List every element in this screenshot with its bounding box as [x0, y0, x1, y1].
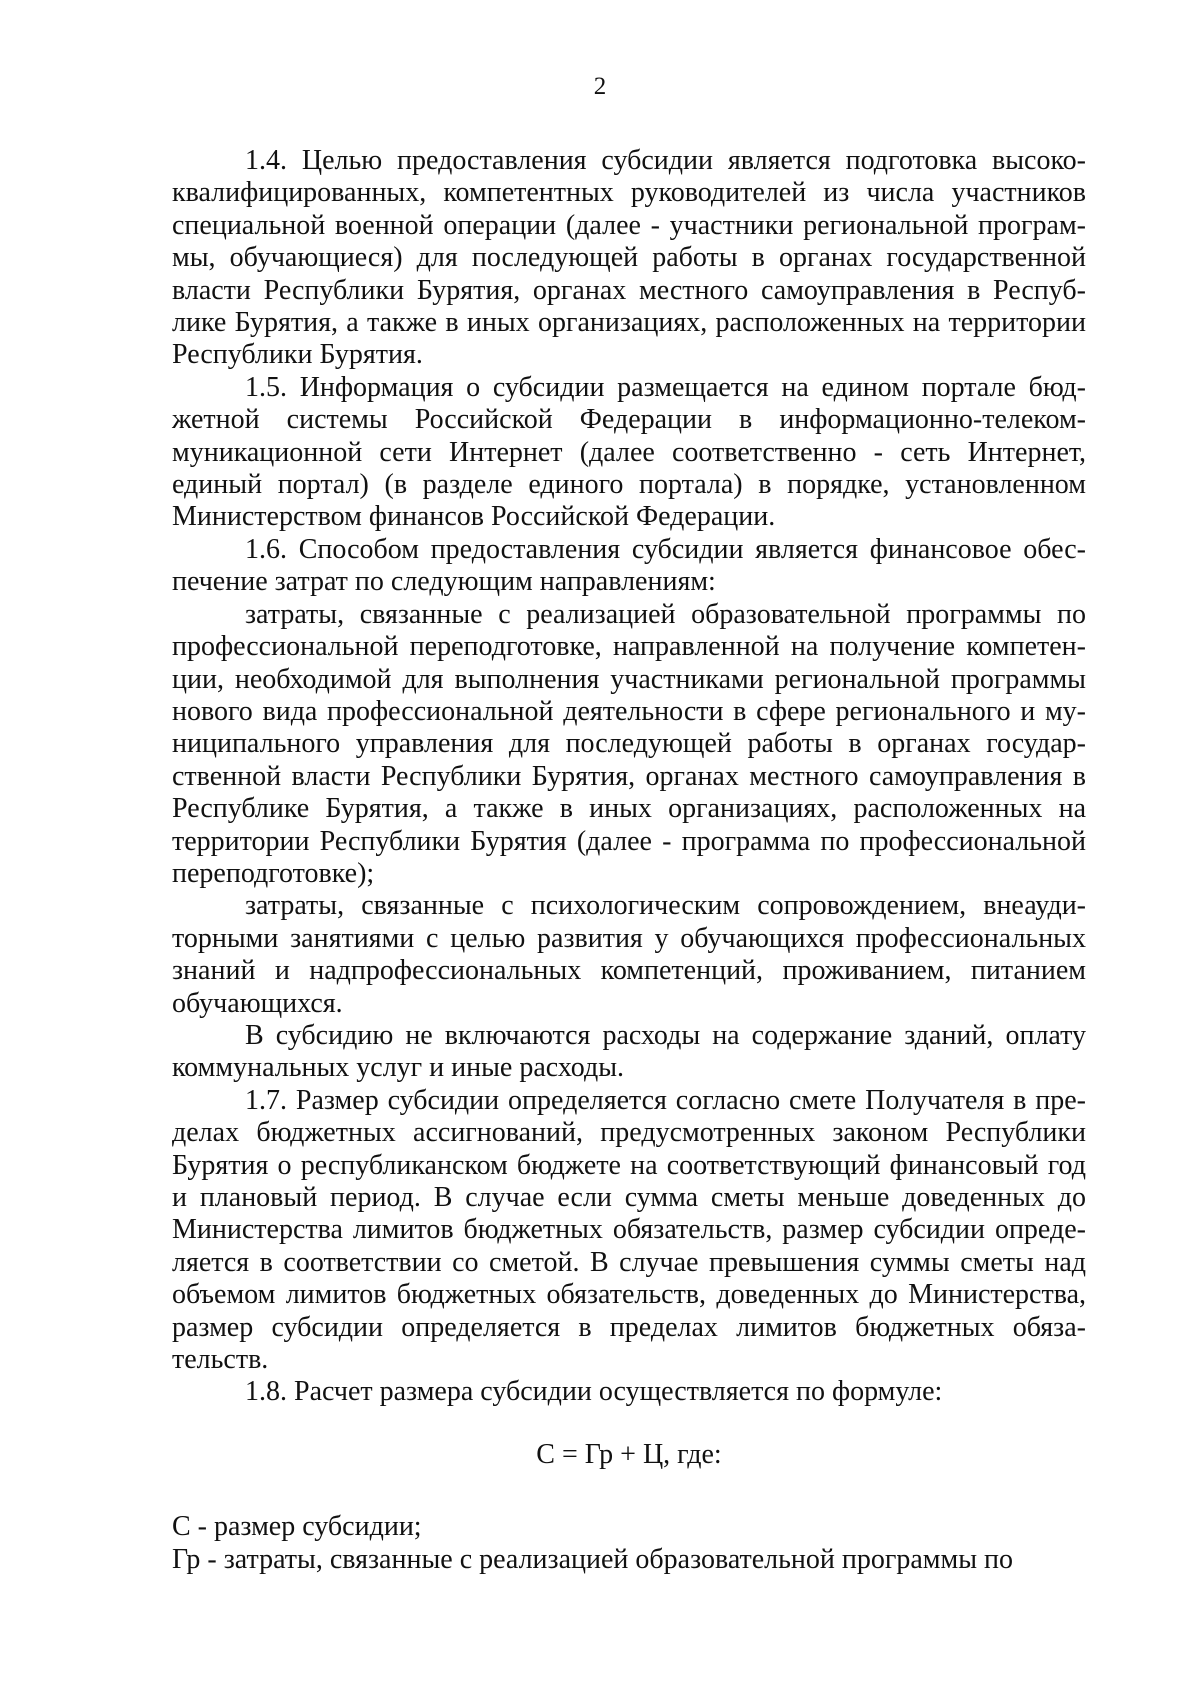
paragraph-costs-support: затраты, связанные с психологическим сопровождением, внеаудиторными занятиями с целью развития у обучающихся профессиональных знаний и надпрофессиональных компетенций, проживанием, питанием обучающихся. — [172, 890, 1086, 1019]
definition-c: С - размер субсидии; — [172, 1511, 422, 1543]
formula: С = Гр + Ц, где: — [536, 1438, 722, 1470]
paragraph-costs-program: затраты, связанные с реализацией образовательной программы по профессиональной переподготовке, направленной на получение компетенции, необходимой для выполнения участниками региональной программы нового вида профессиональной деятельности в сфере регионального и муниципального управления для последующей работы в органах государственной власти Республики Бурятия, органах местного самоуправления в Республике Бурятия, а также в иных организациях, расположенных на территории Республики Бурятия (далее - программа по профессиональной переподготовке); — [172, 598, 1086, 889]
page-number: 2 — [593, 73, 607, 100]
paragraph-1-6: 1.6. Способом предоставления субсидии является финансовое обеспечение затрат по следующим направлениям: — [172, 533, 1086, 598]
document-body — [172, 145, 1086, 1576]
paragraph-1-7: 1.7. Размер субсидии определяется согласно смете Получателя в пределах бюджетных ассигнований, предусмотренных законом Республики Бурятия о республиканском бюджете на соответствующий финансовый год и плановый период. В случае если сумма сметы меньше доведенных до Министерства лимитов бюджетных обязательств, размер субсидии определяется в соответствии со сметой. В случае превышения суммы сметы над объемом лимитов бюджетных обязательств, доведенных до Министерства, размер субсидии определяется в пределах лимитов бюджетных обязательств. — [172, 1084, 1086, 1376]
paragraph-exclusions: В субсидию не включаются расходы на содержание зданий, оплату коммунальных услуг и иные расходы. — [172, 1019, 1086, 1084]
paragraph-1-4: 1.4. Целью предоставления субсидии является подготовка высококвалифицированных, компетентных руководителей из числа участников специальной военной операции (далее - участники региональной программы, обучающиеся) для последующей работы в органах государственной власти Республики Бурятия, органах местного самоуправления в Республике Бурятия, а также в иных организациях, расположенных на территории Республики Бурятия. — [172, 145, 1086, 371]
paragraph-1-5: 1.5. Информация о субсидии размещается на едином портале бюджетной системы Российской Федерации в информационно-телекоммуникационной сети Интернет (далее соответственно - сеть Интернет, единый портал) (в разделе единого портала) в порядке, установленном Министерством финансов Российской Федерации. — [172, 371, 1086, 533]
paragraph-1-8: 1.8. Расчет размера субсидии осуществляется по формуле: — [245, 1376, 943, 1408]
definition-gr: Гр - затраты, связанные с реализацией образовательной программы по — [172, 1543, 1014, 1575]
